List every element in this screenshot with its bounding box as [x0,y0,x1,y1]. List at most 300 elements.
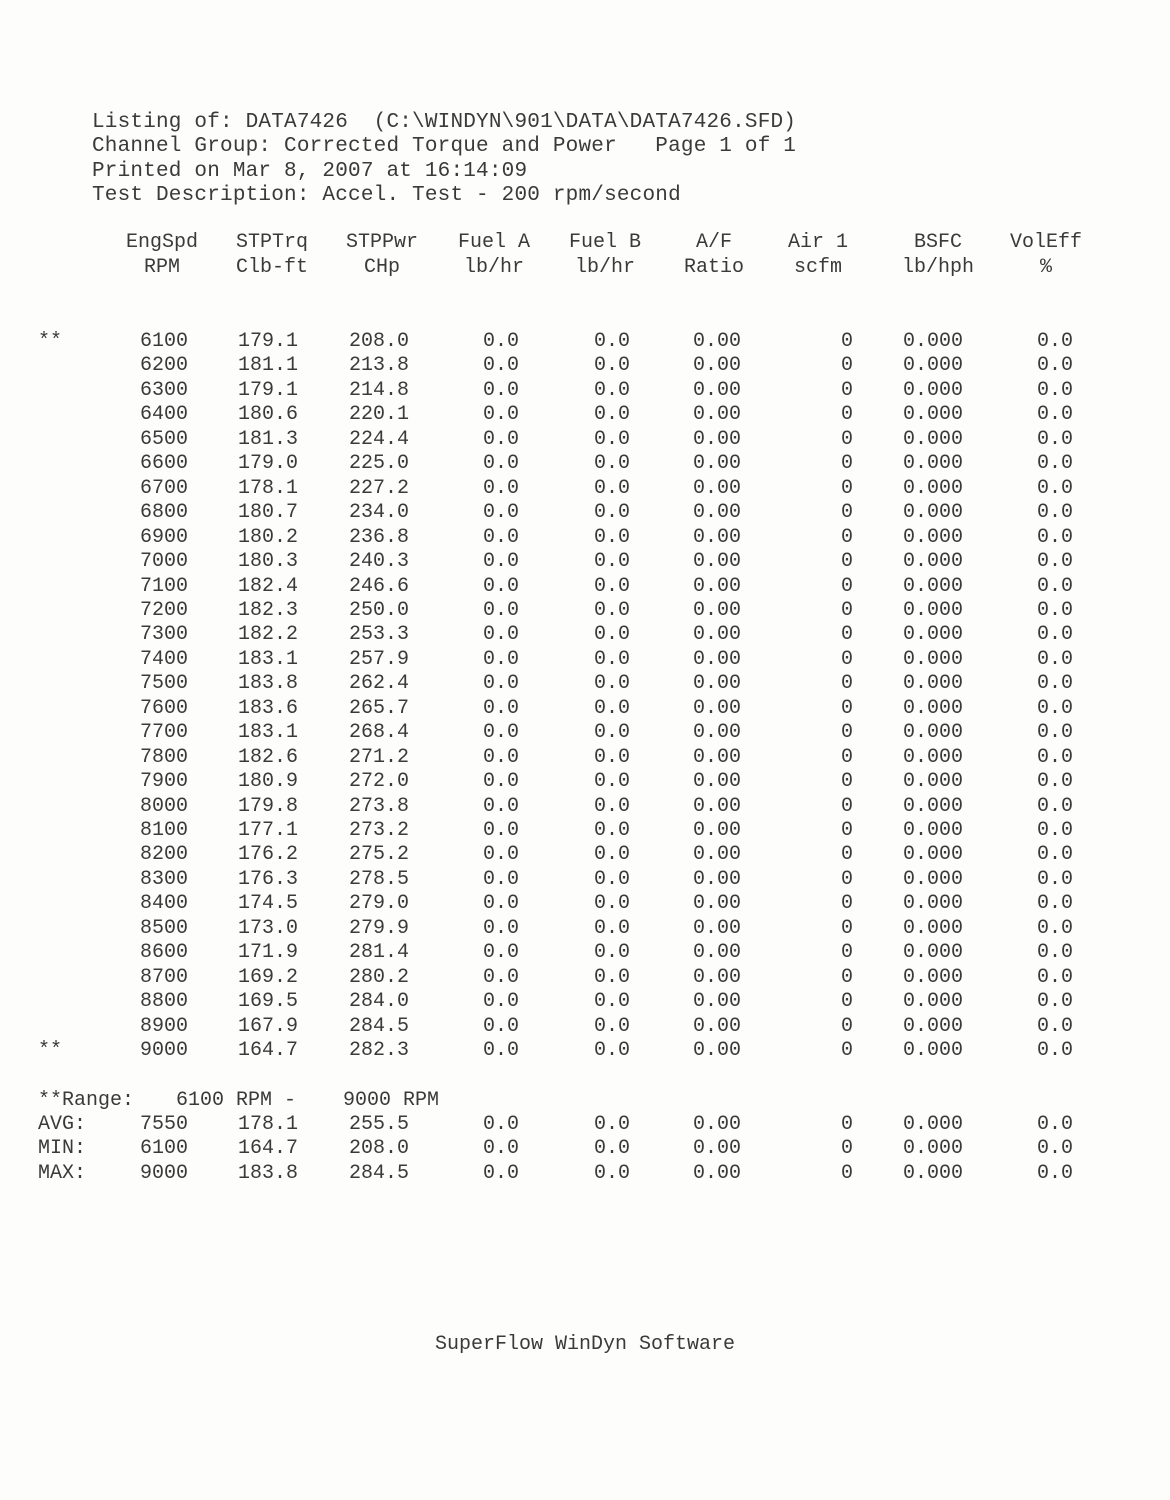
table-cell: 0.0 [482,721,519,745]
table-cell: 0.0 [482,378,519,402]
table-cell: 273.2 [348,819,409,842]
table-cell: 180.9 [237,770,298,794]
table-cell: 0.0 [1036,745,1073,769]
table-cell: 6100 [139,330,188,353]
table-cell: 0.0 [593,476,630,500]
table-cell: 0.0 [593,598,630,622]
printed-line: Printed on Mar 8, 2007 at 16:14:09 [92,160,528,183]
table-cell: 278.5 [348,867,409,891]
table-cell: 180.2 [237,525,298,549]
table-cell: 275.2 [348,843,409,867]
table-cell: 0.000 [902,354,963,378]
table-cell: 0.0 [482,550,519,574]
table-cell: 182.3 [237,598,298,622]
table-cell: 0.0 [593,354,630,378]
table-cell: 0 [840,965,853,989]
range-label: **Range: [38,1089,135,1112]
table-cell: 0.0 [482,452,519,476]
table-cell: 0.0 [1036,941,1073,965]
summary-cell: 0.0 [1036,1161,1073,1185]
table-cell: 0.0 [1036,770,1073,794]
listing-line: Listing of: DATA7426 (C:\WINDYN\901\DATA\DATA7426.SFD) [92,111,797,134]
table-cell: 282.3 [348,1039,409,1063]
summary-cell: 0.0 [593,1161,630,1185]
table-cell: 0 [840,501,853,525]
range-marker: ** [38,1039,63,1063]
table-cell: 0.000 [902,598,963,622]
table-cell: 0.0 [482,867,519,891]
table-cell: 0.000 [902,525,963,549]
table-cell: 183.8 [237,672,298,696]
table-cell: 0.00 [692,721,741,745]
table-cell: 0.000 [902,574,963,598]
table-cell: 7400 [139,647,188,671]
table-cell: 0.000 [902,378,963,402]
table-cell: 0.0 [1036,550,1073,574]
table-cell: 0.000 [902,1039,963,1063]
table-cell: 0.0 [1036,378,1073,402]
table-cell: 0 [840,794,853,818]
table-cell: 8000 [139,794,188,818]
table-cell: 0.0 [593,550,630,574]
summary-cell: 0.000 [902,1137,963,1161]
table-cell: 0 [840,647,853,671]
table-cell: 0.000 [902,403,963,427]
table-cell: 8200 [139,843,188,867]
summary-cell: 0.0 [593,1113,630,1136]
table-cell: 0.0 [482,990,519,1014]
table-cell: 7200 [139,598,188,622]
table-cell: 0.00 [692,623,741,647]
table-cell: 182.2 [237,623,298,647]
table-cell: 281.4 [348,941,409,965]
table-cell: 0.0 [593,745,630,769]
table-cell: 0 [840,354,853,378]
table-cell: 272.0 [348,770,409,794]
summary-cell: 0.0 [1036,1113,1073,1136]
table-cell: 0.0 [1036,965,1073,989]
table-cell: 0.00 [692,696,741,720]
summary-label: MAX: [38,1161,87,1185]
summary-cell: 0.0 [593,1137,630,1161]
summary-cell: 0.0 [482,1161,519,1185]
table-cell: 177.1 [237,819,298,842]
table-cell: 0.0 [1036,819,1073,842]
table-cell: 0.000 [902,452,963,476]
summary-cell: 0 [840,1113,853,1136]
table-cell: 0.000 [902,427,963,451]
table-cell: 7600 [139,696,188,720]
table-cell: 0.0 [593,794,630,818]
table-cell: 0 [840,916,853,940]
table-cell: 0.0 [482,525,519,549]
table-cell: 0.000 [902,501,963,525]
table-cell: 0.00 [692,378,741,402]
table-cell: 213.8 [348,354,409,378]
table-cell: 257.9 [348,647,409,671]
range-marker: ** [38,330,63,353]
table-cell: 0.0 [482,1014,519,1038]
table-cell: 0.000 [902,819,963,842]
table-cell: 178.1 [237,476,298,500]
column-name: A/F [695,231,733,254]
table-cell: 0 [840,574,853,598]
table-cell: 0 [840,672,853,696]
table-cell: 0.0 [1036,330,1073,353]
summary-cell: 6100 [139,1137,188,1161]
column-name: Air 1 [787,231,849,254]
summary-label: MIN: [38,1137,87,1161]
table-cell: 0.0 [593,501,630,525]
summary-cell: 0.000 [902,1113,963,1136]
table-cell: 0.000 [902,941,963,965]
table-cell: 176.3 [237,867,298,891]
column-name: VolEff [1009,231,1083,254]
summary-cell: 164.7 [237,1137,298,1161]
table-cell: 6800 [139,501,188,525]
table-cell: 0.0 [1036,501,1073,525]
table-cell: 0.0 [593,990,630,1014]
table-cell: 183.6 [237,696,298,720]
table-cell: 0.00 [692,1039,741,1063]
table-cell: 0.000 [902,721,963,745]
table-cell: 171.9 [237,941,298,965]
table-cell: 0.00 [692,574,741,598]
table-cell: 0.0 [593,1039,630,1063]
table-cell: 214.8 [348,378,409,402]
table-cell: 169.5 [237,990,298,1014]
table-cell: 0.0 [1036,1014,1073,1038]
table-cell: 0.0 [482,794,519,818]
table-cell: 6300 [139,378,188,402]
table-cell: 0.0 [593,1014,630,1038]
table-cell: 0.0 [482,427,519,451]
table-cell: 0.00 [692,770,741,794]
table-cell: 0.0 [482,672,519,696]
table-cell: 0.00 [692,745,741,769]
table-cell: 0.0 [1036,452,1073,476]
summary-cell: 9000 [139,1161,188,1185]
table-cell: 179.1 [237,378,298,402]
table-cell: 0.00 [692,990,741,1014]
table-cell: 6500 [139,427,188,451]
table-cell: 0.0 [593,672,630,696]
column-name: EngSpd [125,231,199,254]
table-cell: 0 [840,550,853,574]
summary-cell: 0.0 [1036,1137,1073,1161]
table-cell: 280.2 [348,965,409,989]
table-cell: 0.0 [593,378,630,402]
table-cell: 0.0 [482,647,519,671]
table-cell: 0 [840,745,853,769]
table-cell: 8100 [139,819,188,842]
table-cell: 0.0 [593,843,630,867]
table-cell: 8800 [139,990,188,1014]
column-unit: CHp [363,256,401,279]
table-cell: 0.000 [902,696,963,720]
table-cell: 0 [840,892,853,916]
table-cell: 6600 [139,452,188,476]
summary-cell: 208.0 [348,1137,409,1161]
table-cell: 0.0 [593,892,630,916]
column-name: Fuel A [457,231,531,254]
table-cell: 0.00 [692,672,741,696]
table-cell: 0.0 [482,501,519,525]
table-cell: 268.4 [348,721,409,745]
table-cell: 0.00 [692,965,741,989]
table-cell: 0.000 [902,672,963,696]
table-cell: 0.0 [593,916,630,940]
table-cell: 0.0 [593,623,630,647]
table-cell: 0.0 [482,330,519,353]
table-cell: 179.0 [237,452,298,476]
table-cell: 0.0 [482,574,519,598]
table-cell: 0.0 [593,770,630,794]
table-cell: 0 [840,452,853,476]
table-cell: 181.3 [237,427,298,451]
table-cell: 0.0 [482,843,519,867]
table-cell: 0.000 [902,843,963,867]
table-cell: 0 [840,867,853,891]
table-cell: 0.0 [1036,647,1073,671]
table-cell: 246.6 [348,574,409,598]
table-cell: 0 [840,403,853,427]
table-cell: 0.00 [692,354,741,378]
table-cell: 0.000 [902,770,963,794]
range-from: 6100 RPM - [176,1089,297,1112]
table-cell: 0 [840,843,853,867]
table-cell: 8700 [139,965,188,989]
table-cell: 0.0 [482,916,519,940]
table-cell: 6200 [139,354,188,378]
table-cell: 0.000 [902,867,963,891]
table-cell: 0.0 [482,623,519,647]
summary-cell: 0.00 [692,1137,741,1161]
table-cell: 0.00 [692,1014,741,1038]
table-cell: 0.000 [902,476,963,500]
table-cell: 284.5 [348,1014,409,1038]
table-cell: 0.0 [482,892,519,916]
summary-cell: 255.5 [348,1113,409,1136]
table-cell: 0.0 [482,696,519,720]
table-cell: 0.0 [593,525,630,549]
table-cell: 0.0 [482,819,519,842]
table-cell: 0.000 [902,550,963,574]
table-cell: 0.00 [692,916,741,940]
table-cell: 9000 [139,1039,188,1063]
table-cell: 0.000 [902,794,963,818]
channel-group-line: Channel Group: Corrected Torque and Power Page 1 of 1 [92,135,797,158]
table-cell: 224.4 [348,427,409,451]
table-cell: 0.0 [1036,598,1073,622]
test-description-line: Test Description: Accel. Test - 200 rpm/second [92,184,681,207]
table-cell: 7800 [139,745,188,769]
table-cell: 0.00 [692,452,741,476]
column-unit: lb/hr [463,256,525,279]
table-cell: 179.8 [237,794,298,818]
summary-cell: 0.0 [482,1113,519,1136]
column-unit: Ratio [683,256,745,279]
table-cell: 0.000 [902,916,963,940]
table-cell: 183.1 [237,647,298,671]
table-cell: 0.0 [482,770,519,794]
table-cell: 220.1 [348,403,409,427]
summary-cell: 0.0 [482,1137,519,1161]
table-cell: 208.0 [348,330,409,353]
summary-cell: 0 [840,1137,853,1161]
column-unit: Clb-ft [235,256,309,279]
table-cell: 0 [840,378,853,402]
table-cell: 0.00 [692,330,741,353]
column-unit: RPM [143,256,181,279]
table-cell: 0.0 [482,745,519,769]
table-cell: 182.6 [237,745,298,769]
table-cell: 273.8 [348,794,409,818]
summary-cell: 183.8 [237,1161,298,1185]
table-cell: 0.000 [902,647,963,671]
table-cell: 262.4 [348,672,409,696]
table-cell: 0 [840,990,853,1014]
table-cell: 0 [840,330,853,353]
table-cell: 279.0 [348,892,409,916]
table-cell: 0.000 [902,745,963,769]
table-cell: 0.0 [1036,721,1073,745]
column-name: STPTrq [235,231,309,254]
column-unit: lb/hph [901,256,975,279]
table-cell: 179.1 [237,330,298,353]
table-cell: 176.2 [237,843,298,867]
table-cell: 167.9 [237,1014,298,1038]
table-cell: 279.9 [348,916,409,940]
table-cell: 0.0 [1036,867,1073,891]
table-cell: 7300 [139,623,188,647]
column-name: STPPwr [345,231,419,254]
table-cell: 0.00 [692,819,741,842]
table-cell: 0.0 [1036,843,1073,867]
table-cell: 0.00 [692,427,741,451]
table-cell: 0.0 [1036,794,1073,818]
table-cell: 0 [840,476,853,500]
table-cell: 0 [840,696,853,720]
table-cell: 0.0 [1036,892,1073,916]
summary-label: AVG: [38,1113,87,1136]
table-cell: 0.000 [902,892,963,916]
table-cell: 0 [840,1039,853,1063]
table-cell: 227.2 [348,476,409,500]
table-cell: 173.0 [237,916,298,940]
table-cell: 0 [840,623,853,647]
table-cell: 0.0 [482,1039,519,1063]
table-cell: 0.0 [482,354,519,378]
table-cell: 0.00 [692,525,741,549]
table-cell: 0.0 [1036,990,1073,1014]
table-cell: 236.8 [348,525,409,549]
table-cell: 182.4 [237,574,298,598]
table-cell: 164.7 [237,1039,298,1063]
table-cell: 0.0 [593,721,630,745]
summary-cell: 0.00 [692,1161,741,1185]
table-cell: 265.7 [348,696,409,720]
table-cell: 0 [840,819,853,842]
table-cell: 0.0 [1036,476,1073,500]
table-cell: 174.5 [237,892,298,916]
table-cell: 0 [840,721,853,745]
table-cell: 8600 [139,941,188,965]
table-cell: 8500 [139,916,188,940]
table-cell: 0 [840,1014,853,1038]
table-cell: 0.0 [1036,672,1073,696]
table-cell: 271.2 [348,745,409,769]
software-footer: SuperFlow WinDyn Software [434,1333,736,1356]
table-cell: 6400 [139,403,188,427]
table-cell: 0.000 [902,965,963,989]
table-cell: 0.0 [593,965,630,989]
table-cell: 0.00 [692,476,741,500]
summary-cell: 0 [840,1161,853,1185]
summary-cell: 0.000 [902,1161,963,1185]
table-cell: 284.0 [348,990,409,1014]
table-cell: 0.0 [482,965,519,989]
table-cell: 0.0 [1036,574,1073,598]
table-cell: 0.0 [593,696,630,720]
table-cell: 169.2 [237,965,298,989]
table-cell: 0 [840,770,853,794]
table-cell: 0.00 [692,598,741,622]
table-cell: 0.0 [593,819,630,842]
table-cell: 0.0 [1036,623,1073,647]
table-cell: 0.00 [692,647,741,671]
table-cell: 234.0 [348,501,409,525]
table-cell: 7500 [139,672,188,696]
table-cell: 0 [840,598,853,622]
table-cell: 225.0 [348,452,409,476]
table-cell: 0.0 [1036,1039,1073,1063]
table-cell: 0.00 [692,941,741,965]
table-cell: 0.000 [902,1014,963,1038]
table-cell: 0.0 [593,403,630,427]
table-cell: 0.000 [902,623,963,647]
table-cell: 0.0 [482,403,519,427]
table-cell: 0.00 [692,403,741,427]
table-cell: 0.0 [482,941,519,965]
table-cell: 6900 [139,525,188,549]
table-cell: 0.0 [593,452,630,476]
column-unit: % [1039,256,1053,279]
table-cell: 0.0 [1036,403,1073,427]
column-name: Fuel B [568,231,642,254]
table-cell: 6700 [139,476,188,500]
table-cell: 0.0 [593,427,630,451]
table-cell: 0.0 [593,941,630,965]
table-cell: 0.0 [593,574,630,598]
table-cell: 181.1 [237,354,298,378]
table-cell: 0.0 [593,330,630,353]
summary-cell: 178.1 [237,1113,298,1136]
column-unit: scfm [793,256,843,279]
table-cell: 7700 [139,721,188,745]
column-unit: lb/hr [574,256,636,279]
table-cell: 0.000 [902,330,963,353]
table-cell: 0.00 [692,794,741,818]
table-cell: 0.0 [593,867,630,891]
table-cell: 183.1 [237,721,298,745]
table-cell: 180.7 [237,501,298,525]
table-cell: 7000 [139,550,188,574]
table-cell: 7900 [139,770,188,794]
table-cell: 0.0 [482,476,519,500]
table-cell: 0.00 [692,501,741,525]
table-cell: 0.0 [1036,696,1073,720]
